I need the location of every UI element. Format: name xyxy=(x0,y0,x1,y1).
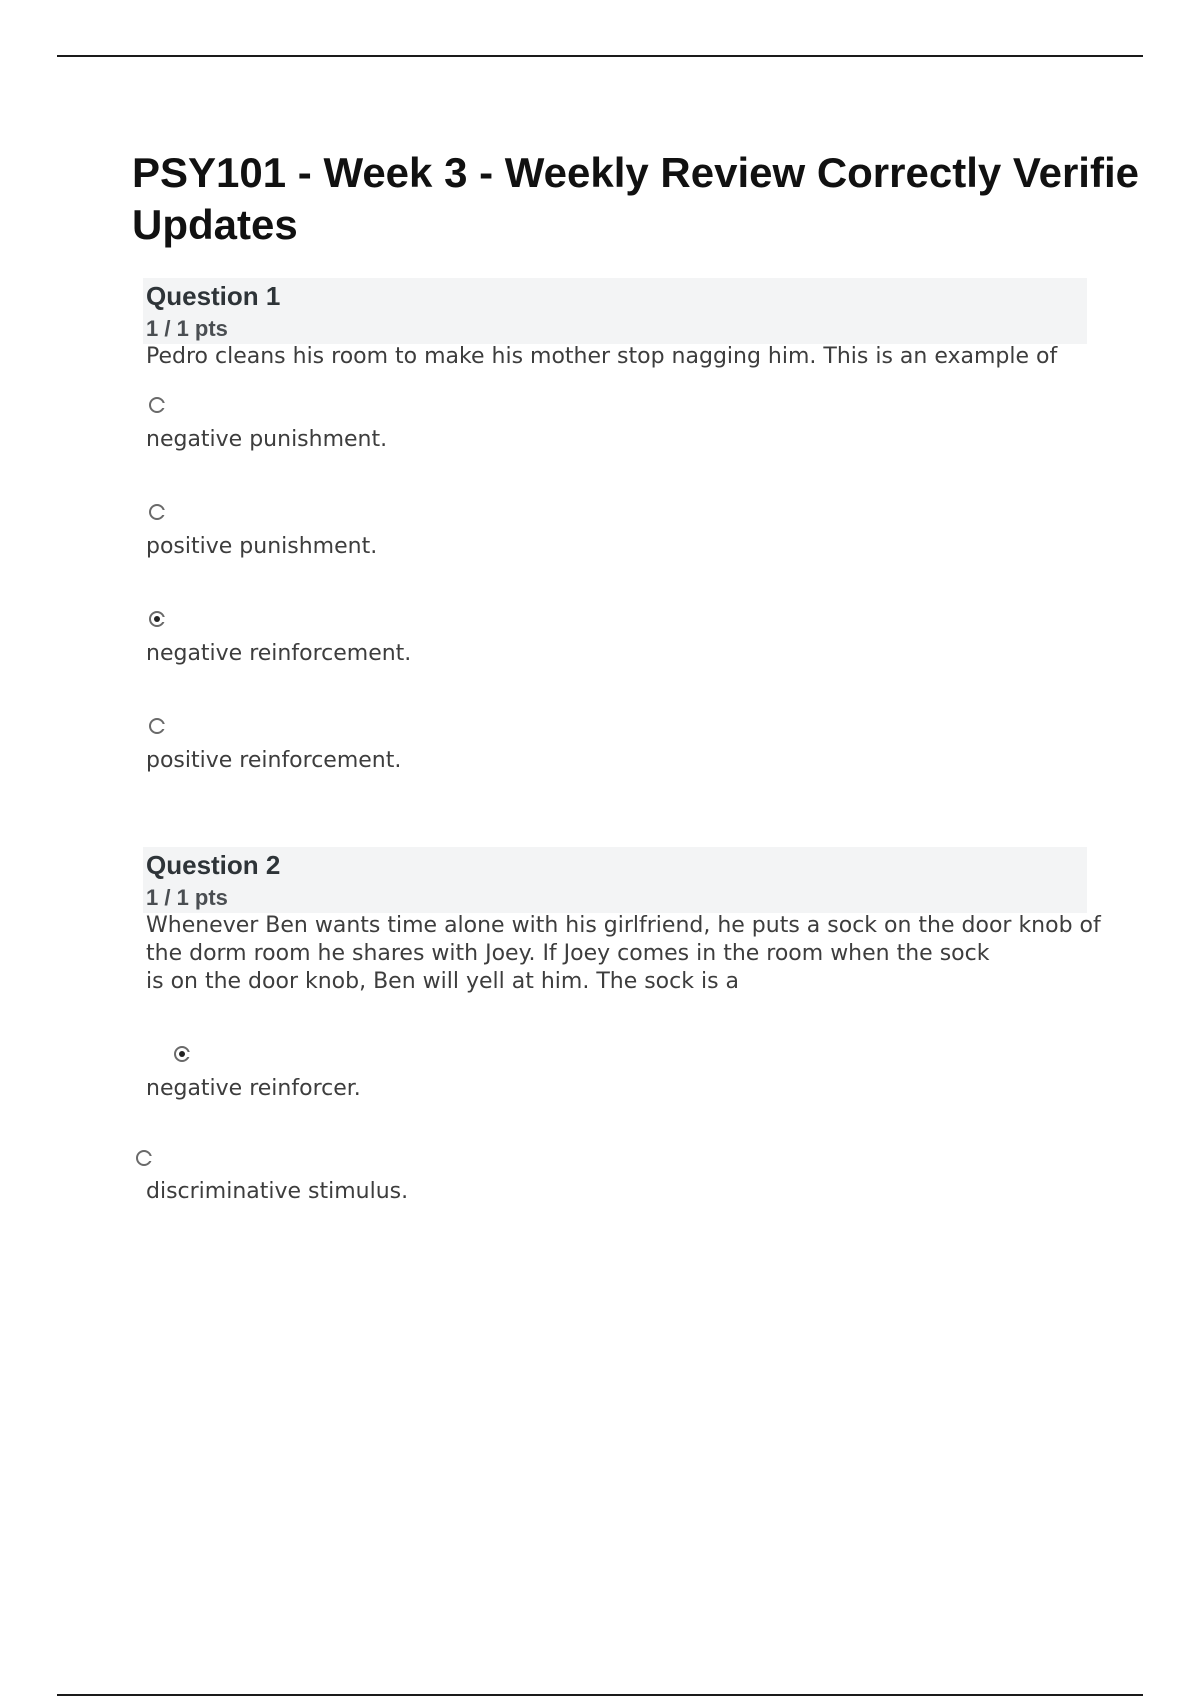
question-prompt xyxy=(146,343,1057,371)
question-prompt xyxy=(146,912,1101,996)
answer-option-label: positive punishment. xyxy=(146,534,378,559)
answer-option-label: positive reinforcement. xyxy=(146,748,402,773)
question-header xyxy=(143,278,1087,344)
answer-option-label: negative punishment. xyxy=(146,427,388,452)
radio-selected-dot xyxy=(179,1051,185,1057)
radio-selected-dot xyxy=(154,616,160,622)
question-prompt-line: Whenever Ben wants time alone with his girlfriend, he puts a sock on the door knob of xyxy=(146,913,1101,938)
answer-radio[interactable] xyxy=(149,504,165,520)
question-points: 1 / 1 pts xyxy=(146,316,228,341)
bottom-rule xyxy=(57,1694,1143,1696)
question-title: Question 2 xyxy=(146,850,281,880)
question-prompt-line: is on the door knob, Ben will yell at him. The sock is a xyxy=(146,969,740,994)
document-title-line-1: PSY101 - Week 3 - Weekly Review Correctly Verifie xyxy=(132,149,1139,196)
document-title xyxy=(132,147,1200,251)
answer-radio-selected[interactable] xyxy=(149,611,165,627)
answer-radio[interactable] xyxy=(149,718,165,734)
document-title-line-2: Updates xyxy=(132,201,298,248)
answer-radio[interactable] xyxy=(149,397,165,413)
question-prompt-line: Pedro cleans his room to make his mother stop nagging him. This is an example of xyxy=(146,344,1058,369)
answer-radio-selected[interactable] xyxy=(174,1046,190,1062)
top-rule xyxy=(57,55,1143,57)
question-points: 1 / 1 pts xyxy=(146,885,228,910)
answer-option-label: discriminative stimulus. xyxy=(146,1179,409,1204)
answer-option-label: negative reinforcer. xyxy=(146,1076,361,1101)
answer-option-label: negative reinforcement. xyxy=(146,641,412,666)
question-header xyxy=(143,847,1087,913)
question-prompt-line: the dorm room he shares with Joey. If Joey comes in the room when the sock xyxy=(146,941,990,966)
answer-radio[interactable] xyxy=(136,1150,152,1166)
question-title: Question 1 xyxy=(146,281,281,311)
